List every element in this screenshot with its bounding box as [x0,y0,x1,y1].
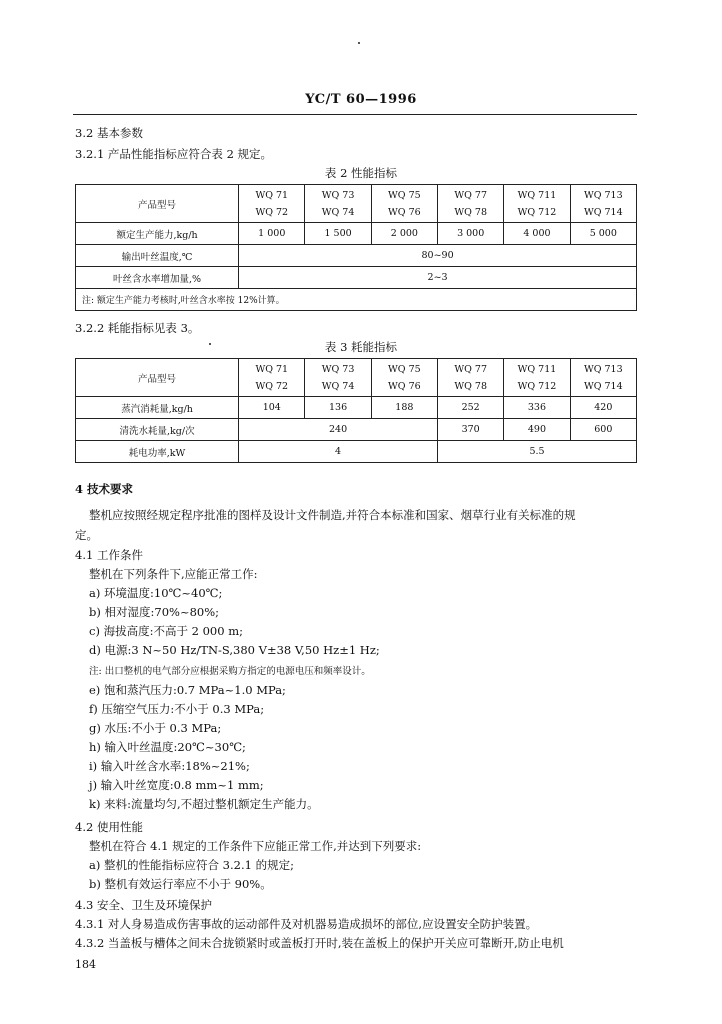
table-3-cell: 104 [239,397,305,419]
table-2-note: 注: 额定生产能力考核时,叶丝含水率按 12%计算。 [76,289,637,311]
condition-item: j) 输入叶丝宽度:0.8 mm~1 mm; [89,778,264,792]
table-3-cell: 420 [570,397,636,419]
table-2-cell: 2 000 [371,223,437,245]
table-2-cell: 4 000 [504,223,570,245]
section-4-title: 4 技术要求 [75,482,134,496]
table-2-merged-cell: 80~90 [239,245,637,267]
section-4-1-title: 4.1 工作条件 [75,548,143,562]
section-4-3-2: 4.3.2 当盖板与槽体之间未合拢锁紧时或盖板打开时,装在盖板上的保护开关应可靠断开,防止电机 [75,936,564,950]
table-2-model-label: 产品型号 [76,185,239,223]
table-2-cell: 3 000 [438,223,504,245]
table-3-energy [75,358,637,463]
table-3-model-cell: WQ 73 WQ 74 [305,359,371,397]
table-3-row-label: 耗电功率,kW [76,441,239,463]
table-3-cell: 252 [438,397,504,419]
table-2-merged-cell: 2~3 [239,267,637,289]
header-rule [73,114,637,115]
power-supply-note: 注: 出口整机的电气部分应根据采购方指定的电源电压和频率设计。 [89,666,371,677]
table-2-cell: 1 500 [305,223,371,245]
table-3-cell: 600 [570,419,636,441]
document-code-header: YC/T 60—1996 [305,92,417,107]
table-3-model-label: 产品型号 [76,359,239,397]
condition-item: a) 环境温度:10℃~40℃; [89,586,223,600]
table-3-cell: 336 [504,397,570,419]
section-4-3-1: 4.3.1 对人身易造成伤害事故的运动部件及对机器易造成损坏的部位,应设置安全防护装置。 [75,917,538,931]
table-2-cell: 5 000 [570,223,636,245]
performance-item: b) 整机有效运行率应不小于 90%。 [89,877,272,891]
table-2-row-label: 叶丝含水率增加量,% [76,267,239,289]
table-2-model-cell: WQ 713 WQ 714 [570,185,636,223]
table-3-caption: 表 3 耗能指标 [324,340,398,354]
table-3-cell: 4 [239,441,438,463]
condition-item: g) 水压:不小于 0.3 MPa; [89,721,222,735]
table-2-model-cell: WQ 71 WQ 72 [239,185,305,223]
section-4-2-intro: 整机在符合 4.1 规定的工作条件下应能正常工作,并达到下列要求: [89,839,422,853]
condition-item: e) 饱和蒸汽压力:0.7 MPa~1.0 MPa; [89,683,286,697]
section-4-1-intro: 整机在下列条件下,应能正常工作: [89,567,258,581]
section-4-intro-line-2: 定。 [75,528,98,542]
condition-item: c) 海拔高度:不高于 2 000 m; [89,624,243,638]
performance-item: a) 整机的性能指标应符合 3.2.1 的规定; [89,858,294,872]
condition-item: d) 电源:3 N~50 Hz/TN-S,380 V±38 V,50 Hz±1 Hz; [89,643,380,657]
section-4-2-title: 4.2 使用性能 [75,820,143,834]
table-3-cell: 490 [504,419,570,441]
table-3-model-cell: WQ 71 WQ 72 [239,359,305,397]
table-2-model-cell: WQ 75 WQ 76 [371,185,437,223]
table-3-model-cell: WQ 711 WQ 712 [504,359,570,397]
condition-item: b) 相对湿度:70%~80%; [89,605,220,619]
section-3-2-1: 3.2.1 产品性能指标应符合表 2 规定。 [75,147,273,161]
condition-item: i) 输入叶丝含水率:18%~21%; [89,759,250,773]
table-2-model-cell: WQ 711 WQ 712 [504,185,570,223]
section-3-2-2: 3.2.2 耗能指标见表 3。 [75,321,200,335]
section-4-3-title: 4.3 安全、卫生及环境保护 [75,898,212,912]
table-2-model-cell: WQ 73 WQ 74 [305,185,371,223]
section-4-intro-line-1: 整机应按照经规定程序批准的图样及设计文件制造,并符合本标准和国家、烟草行业有关标准的规 [89,508,576,522]
table-3-cell: 136 [305,397,371,419]
table-3-cell: 370 [438,419,504,441]
table-2-caption: 表 2 性能指标 [324,166,398,180]
table-2-row-label: 输出叶丝温度,℃ [76,245,239,267]
table-3-row-label: 蒸汽消耗量,kg/h [76,397,239,419]
table-2-performance [75,184,637,311]
section-3-2-title: 3.2 基本参数 [75,126,143,140]
condition-item: k) 来料:流量均匀,不超过整机额定生产能力。 [89,797,319,811]
speck [358,42,360,44]
table-2-row-label: 额定生产能力,kg/h [76,223,239,245]
page-number: 184 [75,958,96,971]
condition-item: h) 输入叶丝温度:20℃~30℃; [89,740,246,754]
table-2-model-cell: WQ 77 WQ 78 [438,185,504,223]
table-2-cell: 1 000 [239,223,305,245]
condition-item: f) 压缩空气压力:不小于 0.3 MPa; [89,702,265,716]
table-3-model-cell: WQ 713 WQ 714 [570,359,636,397]
table-3-model-cell: WQ 75 WQ 76 [371,359,437,397]
table-3-cell: 188 [371,397,437,419]
table-3-cell: 240 [239,419,438,441]
table-3-cell: 5.5 [438,441,637,463]
table-3-model-cell: WQ 77 WQ 78 [438,359,504,397]
table-3-row-label: 清洗水耗量,kg/次 [76,419,239,441]
